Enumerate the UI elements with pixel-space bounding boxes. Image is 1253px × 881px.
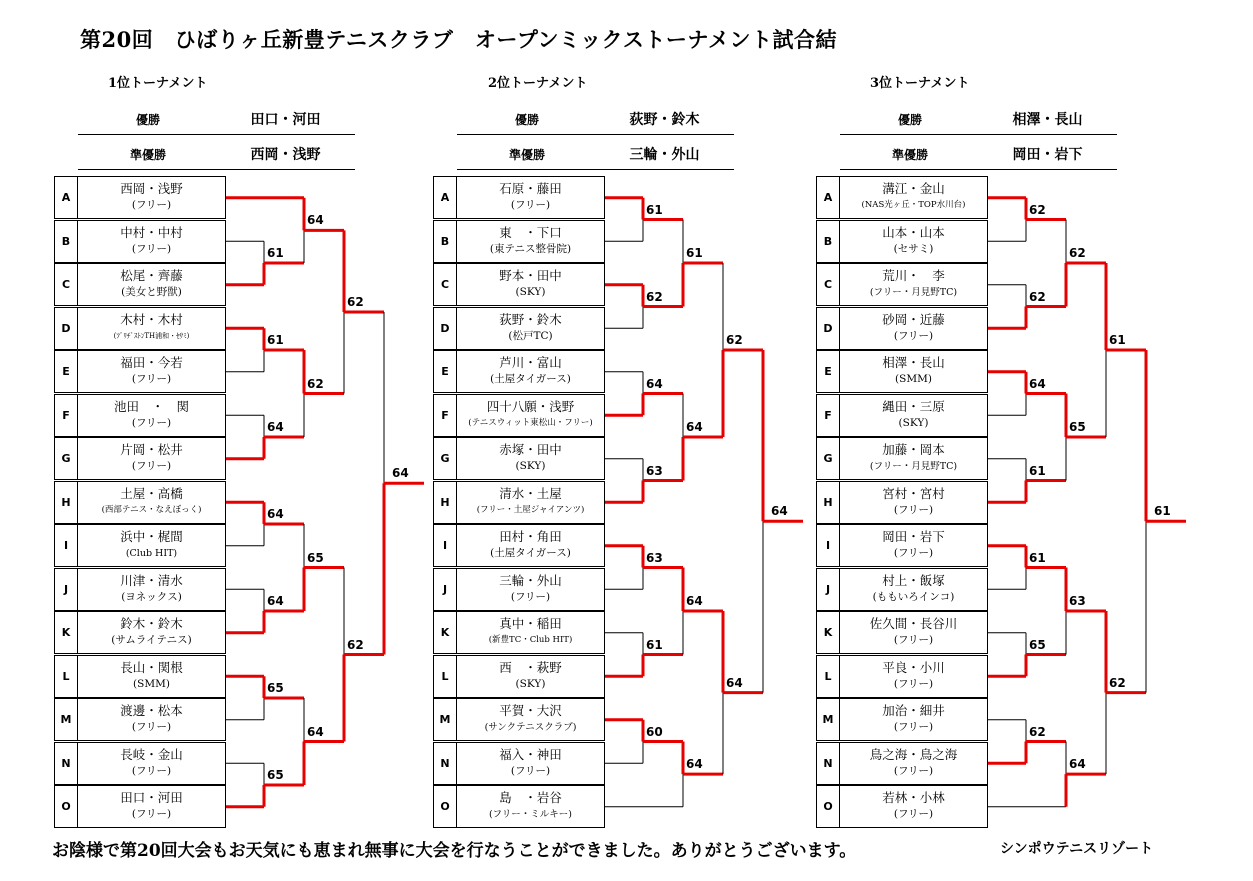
team-club: (フリー): [131, 764, 172, 777]
team-cell: [840, 307, 988, 350]
tournament-title: 1位トーナメント: [108, 76, 208, 91]
round1-score: 64: [267, 420, 284, 434]
team-names: 池田 ・ 関: [113, 398, 189, 414]
seed-letter: L: [816, 655, 840, 698]
team-club: (フリー): [131, 373, 172, 385]
team-names: 真中・稲田: [499, 616, 562, 631]
round2-score: 62: [1069, 246, 1086, 260]
team-club: (美女と野獣): [121, 286, 182, 298]
result-label: 優勝: [514, 113, 539, 127]
team-names: 砂岡・近藤: [882, 311, 945, 327]
team-names: 浜中・梶間: [120, 529, 183, 544]
seed-letter: E: [433, 350, 457, 393]
round2-score: 64: [686, 420, 703, 434]
runner-up-row: [457, 135, 734, 170]
team-names: 荻野・鈴木: [499, 311, 562, 327]
round1-score: 62: [1029, 289, 1046, 304]
seed-letter: M: [433, 698, 457, 741]
seed-letter: M: [54, 698, 78, 741]
round1-score: 63: [646, 463, 663, 478]
team-cell: [78, 698, 226, 741]
seed-letter: D: [433, 307, 457, 350]
team-names: 福入・神田: [499, 746, 562, 762]
final-score: 64: [771, 504, 788, 519]
team-cell: [457, 394, 605, 437]
team-club: (フリー): [893, 721, 934, 733]
team-club: (フリー): [131, 460, 172, 472]
team-club: (SKY): [515, 677, 546, 690]
seed-letter: J: [816, 568, 840, 611]
team-club: (SKY): [898, 416, 929, 429]
team-club: (サンクテニスクラブ): [484, 722, 577, 733]
round1-score: 64: [646, 376, 663, 391]
team-club: (西部テニス・なえぼっく): [101, 504, 202, 515]
team-names: 福田・今若: [120, 355, 183, 370]
team-cell: [78, 350, 226, 393]
round1-score: 61: [267, 246, 284, 260]
team-cell: [78, 176, 226, 219]
team-club: (ﾌﾞﾘﾁﾞｽﾄﾝTH浦和・ｾｻﾐ): [113, 331, 190, 340]
team-club: (フリー): [893, 329, 934, 342]
team-names: 西岡・浅野: [120, 181, 183, 196]
seed-letter: N: [816, 742, 840, 785]
seed-letter: F: [433, 394, 457, 437]
result-pair: 相澤・長山: [1012, 112, 1083, 128]
seed-letter: N: [433, 742, 457, 785]
team-cell: [78, 655, 226, 698]
team-club: (フリー): [893, 808, 934, 820]
team-club: (SMM): [133, 677, 170, 690]
team-cell: [840, 481, 988, 524]
team-cell: [840, 263, 988, 306]
team-names: 縄田・三原: [882, 398, 945, 414]
seed-letter: N: [54, 742, 78, 785]
seed-letter: C: [816, 263, 840, 306]
team-cell: [457, 176, 605, 219]
round2-score: 64: [1069, 757, 1086, 772]
team-names: 清水・土屋: [499, 485, 562, 501]
seed-letter: C: [54, 263, 78, 306]
runner-up-row: [840, 135, 1117, 170]
team-cell: [840, 437, 988, 480]
seed-letter: A: [433, 176, 457, 219]
page-title: 第20回 ひばりヶ丘新豊テニスクラブ オープンミックストーナメント試合結: [80, 27, 838, 52]
team-cell: [78, 307, 226, 350]
seed-letter: G: [816, 437, 840, 480]
team-cell: [78, 437, 226, 480]
team-cell: [457, 785, 605, 828]
round1-score: 64: [267, 507, 284, 521]
team-club: (フリー): [510, 590, 551, 603]
team-club: (SKY): [515, 286, 546, 298]
team-club: (セサミ): [893, 242, 934, 255]
seed-letter: F: [54, 394, 78, 437]
round1-score: 64: [267, 594, 284, 608]
team-names: 鈴木・鈴木: [120, 616, 183, 631]
team-cell: [457, 220, 605, 263]
team-names: 佐久間・長谷川: [869, 616, 958, 631]
team-names: 土屋・高橋: [120, 485, 183, 501]
team-names: 木村・木村: [120, 311, 183, 327]
seed-letter: J: [433, 568, 457, 611]
team-names: 鳥之海・鳥之海: [869, 746, 958, 762]
team-names: 渡邊・松本: [120, 703, 183, 718]
team-cell: [457, 698, 605, 741]
round2-score: 65: [1069, 420, 1086, 434]
team-club: (フリー): [893, 677, 934, 690]
result-pair: 岡田・岩下: [1012, 147, 1083, 163]
round2-score: 64: [686, 594, 703, 608]
seed-letter: B: [433, 220, 457, 263]
result-pair: 田口・河田: [250, 112, 321, 128]
team-names: 西 ・萩野: [499, 659, 562, 675]
round2-score: 65: [307, 550, 324, 565]
team-cell: [78, 263, 226, 306]
team-club: (フリー): [131, 808, 172, 820]
team-names: 加治・細井: [882, 703, 945, 718]
seed-letter: M: [816, 698, 840, 741]
team-names: 加藤・岡本: [882, 442, 945, 457]
result-pair: 荻野・鈴木: [629, 112, 700, 128]
team-cell: [457, 655, 605, 698]
runner-up-row: [78, 135, 355, 170]
team-club: (土屋タイガース): [490, 373, 571, 385]
team-club: (フリー・月見野TC): [869, 461, 958, 472]
semifinal-score: 62: [347, 294, 364, 309]
round2-score: 64: [307, 724, 324, 739]
seed-letter: E: [816, 350, 840, 393]
team-names: 石原・藤田: [499, 181, 562, 196]
semifinal-score: 62: [347, 637, 364, 652]
team-club: (フリー・ミルキー): [488, 809, 573, 820]
seed-letter: L: [54, 655, 78, 698]
team-names: 東 ・下口: [499, 224, 562, 240]
round2-score: 64: [307, 213, 324, 228]
round1-score: 63: [646, 550, 663, 565]
organizer-credit: シンポウテニスリゾート: [1000, 841, 1154, 857]
seed-letter: I: [816, 524, 840, 567]
team-names: 溝江・金山: [882, 181, 945, 196]
final-score: 61: [1154, 504, 1171, 519]
team-club: (テニスウィット東松山・フリー): [468, 417, 593, 428]
round1-score: 61: [1029, 463, 1046, 478]
footer-message: お陰様で第20回大会もお天気にも恵まれ無事に大会を行なうことができました。ありがとうございます。: [52, 841, 857, 861]
team-cell: [840, 698, 988, 741]
round1-score: 62: [1029, 202, 1046, 217]
result-pair: 西岡・浅野: [250, 147, 321, 163]
team-cell: [457, 742, 605, 785]
seed-letter: I: [433, 524, 457, 567]
team-names: 島 ・岩谷: [499, 790, 562, 805]
result-pair: 三輪・外山: [629, 147, 700, 163]
seed-letter: B: [54, 220, 78, 263]
team-club: (新豊TC・Club HIT): [488, 635, 573, 645]
seed-letter: H: [54, 481, 78, 524]
team-club: (フリー): [131, 721, 172, 733]
team-club: (フリー): [510, 199, 551, 211]
team-cell: [78, 611, 226, 654]
team-cell: [78, 394, 226, 437]
team-club: (フリー): [131, 199, 172, 211]
seed-letter: C: [433, 263, 457, 306]
team-cell: [78, 568, 226, 611]
team-names: 荒川・ 李: [882, 268, 945, 283]
round1-score: 64: [1029, 376, 1046, 391]
team-names: 松尾・齊藤: [120, 268, 183, 283]
tournament-title: 3位トーナメント: [870, 76, 970, 91]
round1-score: 61: [1029, 550, 1046, 565]
round2-score: 62: [307, 376, 324, 391]
team-club: (フリー・土屋ジャイアンツ): [476, 504, 585, 515]
seed-letter: J: [54, 568, 78, 611]
winner-row: [78, 100, 355, 135]
team-cell: [457, 568, 605, 611]
team-cell: [840, 742, 988, 785]
team-names: 芦川・富山: [499, 355, 562, 370]
seed-letter: O: [433, 785, 457, 828]
team-club: (フリー・月見野TC): [869, 287, 958, 298]
team-club: (フリー): [893, 764, 934, 777]
round1-score: 61: [646, 202, 663, 217]
result-label: 優勝: [897, 113, 922, 127]
team-names: 山本・山本: [882, 224, 945, 240]
team-names: 田口・河田: [120, 790, 183, 805]
team-cell: [457, 611, 605, 654]
team-names: 中村・中村: [120, 224, 183, 240]
team-club: (Club HIT): [125, 548, 178, 559]
seed-letter: K: [816, 611, 840, 654]
team-club: (ももいろインコ): [872, 590, 955, 603]
seed-letter: I: [54, 524, 78, 567]
seed-letter: F: [816, 394, 840, 437]
team-club: (NAS光ヶ丘・TOP水川台): [861, 200, 966, 210]
semifinal-score: 61: [1109, 333, 1126, 347]
seed-letter: A: [54, 176, 78, 219]
round1-score: 61: [267, 333, 284, 347]
team-cell: [457, 263, 605, 306]
round2-score: 63: [1069, 594, 1086, 608]
team-cell: [840, 568, 988, 611]
round2-score: 64: [686, 757, 703, 772]
team-cell: [840, 350, 988, 393]
team-names: 村上・飯塚: [882, 572, 945, 588]
seed-letter: K: [54, 611, 78, 654]
result-label: 優勝: [135, 113, 160, 127]
round2-score: 61: [686, 246, 703, 260]
team-club: (土屋タイガース): [490, 547, 571, 559]
seed-letter: K: [433, 611, 457, 654]
team-names: 川津・清水: [120, 572, 183, 588]
semifinal-score: 64: [726, 675, 743, 690]
team-cell: [78, 220, 226, 263]
team-club: (フリー): [893, 634, 934, 646]
result-label: 準優勝: [891, 148, 928, 162]
team-names: 平良・小川: [882, 659, 945, 675]
seed-letter: D: [54, 307, 78, 350]
team-names: 宮村・宮村: [882, 485, 945, 501]
team-club: (フリー): [893, 503, 934, 516]
seed-letter: G: [54, 437, 78, 480]
team-cell: [78, 481, 226, 524]
team-club: (松戸TC): [508, 329, 553, 342]
team-names: 相澤・長山: [882, 355, 945, 370]
team-club: (ヨネックス): [121, 590, 182, 603]
team-cell: [457, 437, 605, 480]
team-names: 赤塚・田中: [499, 442, 562, 457]
team-cell: [78, 524, 226, 567]
team-club: (東テニス整骨院): [489, 242, 572, 255]
team-names: 長岐・金山: [120, 746, 183, 762]
team-cell: [457, 481, 605, 524]
team-cell: [840, 785, 988, 828]
team-names: 田村・角田: [499, 529, 562, 544]
round1-score: 60: [646, 724, 663, 739]
team-names: 長山・関根: [120, 659, 183, 675]
team-club: (フリー): [893, 547, 934, 559]
team-cell: [840, 655, 988, 698]
round1-score: 65: [267, 768, 284, 782]
team-club: (フリー): [131, 416, 172, 429]
winner-row: [457, 100, 734, 135]
team-cell: [457, 350, 605, 393]
seed-letter: D: [816, 307, 840, 350]
team-club: (サムライテニス): [111, 634, 192, 646]
team-cell: [457, 524, 605, 567]
seed-letter: E: [54, 350, 78, 393]
winner-row: [840, 100, 1117, 135]
team-names: 平賀・大沢: [499, 703, 562, 718]
semifinal-score: 62: [1109, 675, 1126, 690]
round1-score: 61: [646, 637, 663, 652]
round1-score: 62: [646, 289, 663, 304]
team-club: (SMM): [895, 373, 932, 385]
team-names: 片岡・松井: [120, 442, 183, 457]
final-score: 64: [392, 466, 409, 481]
team-club: (フリー): [510, 764, 551, 777]
seed-letter: G: [433, 437, 457, 480]
team-cell: [78, 785, 226, 828]
team-names: 若林・小林: [882, 790, 945, 805]
seed-letter: B: [816, 220, 840, 263]
seed-letter: L: [433, 655, 457, 698]
result-label: 準優勝: [129, 148, 166, 162]
team-club: (フリー): [131, 242, 172, 255]
team-cell: [840, 220, 988, 263]
team-cell: [78, 742, 226, 785]
tournament-title: 2位トーナメント: [488, 76, 588, 91]
round1-score: 62: [1029, 724, 1046, 739]
round1-score: 65: [267, 681, 284, 695]
semifinal-score: 62: [726, 333, 743, 347]
seed-letter: H: [816, 481, 840, 524]
team-names: 野本・田中: [499, 268, 562, 283]
team-cell: [840, 611, 988, 654]
team-names: 四十八願・浅野: [486, 398, 575, 414]
seed-letter: O: [816, 785, 840, 828]
team-cell: [840, 524, 988, 567]
seed-letter: A: [816, 176, 840, 219]
team-names: 岡田・岩下: [882, 529, 945, 544]
team-cell: [840, 394, 988, 437]
seed-letter: O: [54, 785, 78, 828]
result-label: 準優勝: [508, 148, 545, 162]
round1-score: 65: [1029, 637, 1046, 652]
seed-letter: H: [433, 481, 457, 524]
team-club: (SKY): [515, 460, 546, 472]
team-names: 三輪・外山: [499, 572, 562, 588]
team-cell: [840, 176, 988, 219]
team-cell: [457, 307, 605, 350]
